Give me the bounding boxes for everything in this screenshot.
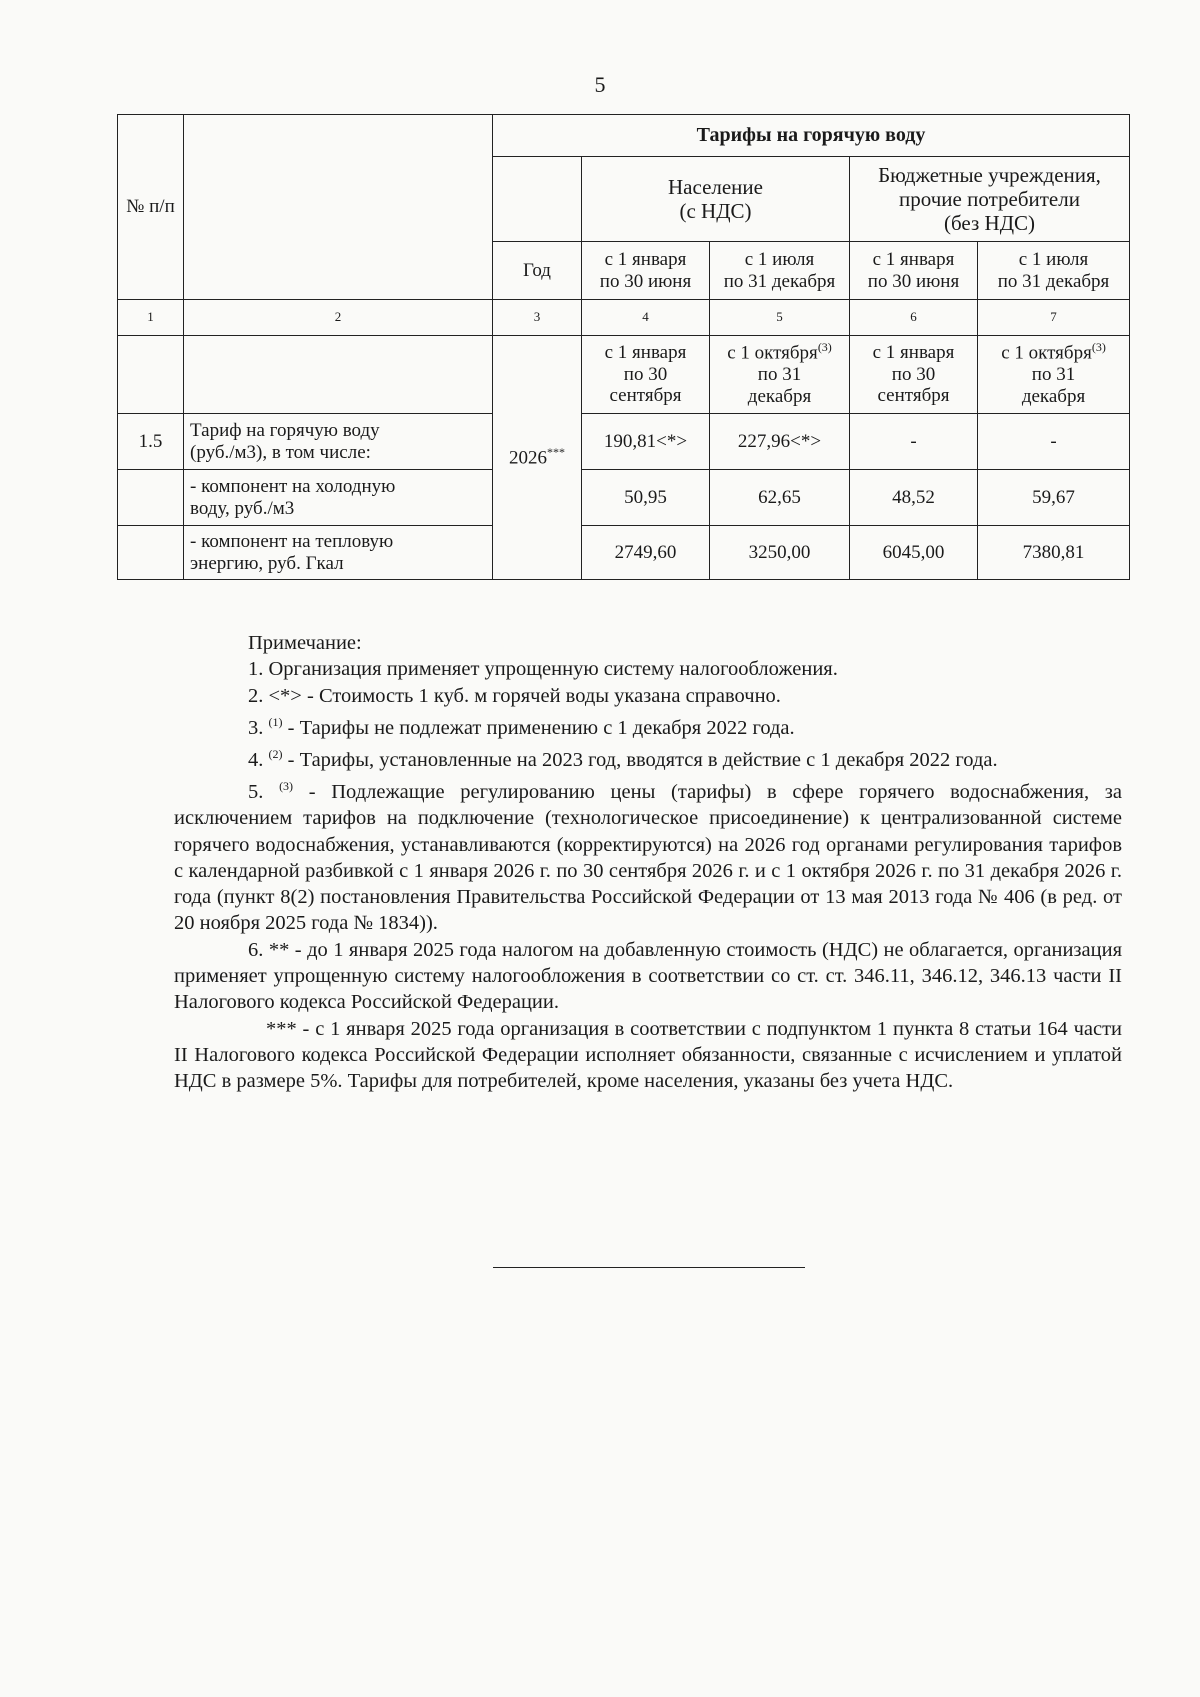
subhead-bud-oct-dec: с 1 октября$^{(3)}$ по 31 декабря — [978, 336, 1130, 414]
year-2026-cell: 2026*** — [493, 336, 582, 580]
subhead-pop-oct-dec: с 1 октября$^{(3)}$ по 31 декабря — [710, 336, 850, 414]
table-row — [118, 470, 1130, 526]
row-value-pop-1: 50,95 — [582, 470, 710, 526]
tariff-table — [117, 114, 1130, 580]
note-5: 5. $^{(3)}$ - Подлежащие регулированию цены (тарифы) в сфере горячего водоснабжения, за исключением тарифов на подключение (технологическое присоединение) к централизованной системе горячего водоснабжения, устанавливаются (корректируются) на 2026 год органами регулирования тарифов с календарной разбивкой с 1 января 2026 г. по 30 сентября 2026 г. и с 1 октября 2026 г. по 31 декабря 2026 г. года (пункт 8(2) постановления Правительства Российской Федерации от 13 мая 2013 года № 406 (в ред. от 20 ноября 2025 года № 1834)). — [174, 779, 1122, 935]
row-value-bud-2: - — [978, 414, 1130, 470]
row-name: - компонент на холодную воду, руб./м3 — [184, 470, 493, 526]
col-number-7: 7 — [978, 300, 1130, 336]
note-4: 4. $^{(2)}$ - Тарифы, установленные на 2023 год, вводятся в действие с 1 декабря 2022 года. — [248, 747, 998, 771]
note-6: 6. ** - до 1 января 2025 года налогом на добавленную стоимость (НДС) не облагается, организация применяет упрощенную систему налогообложения в соответствии со ст. ст. 346.11, 346.12, 346.13 части II Налогового кодекса Российской Федерации. — [174, 938, 1122, 1014]
header-year: Год — [493, 242, 582, 300]
note-7: *** - с 1 января 2025 года организация в соответствии с подпунктом 1 пункта 8 статьи 164 части II Налогового кодекса Российской Федерации исполняет обязанности, связанные с исчислением и уплатой НДС в размере 5%. Тарифы для потребителей, кроме населения, указаны без учета НДС. — [174, 1017, 1122, 1093]
row-value-bud-2: 7380,81 — [978, 526, 1130, 580]
row-value-pop-1: 190,81<*> — [582, 414, 710, 470]
header-bud-h1: с 1 января по 30 июня — [850, 242, 978, 300]
row-value-pop-2: 227,96<*> — [710, 414, 850, 470]
header-group-title: Тарифы на горячую воду — [493, 115, 1130, 157]
end-divider — [493, 1267, 805, 1268]
table-row — [118, 414, 1130, 470]
row-value-bud-1: - — [850, 414, 978, 470]
row-name: - компонент на тепловую энергию, руб. Гкал — [184, 526, 493, 580]
subhead-bud-jan-sep: с 1 января по 30 сентября — [850, 336, 978, 414]
subhead-empty-1 — [118, 336, 184, 414]
table-row — [118, 526, 1130, 580]
row-value-bud-2: 59,67 — [978, 470, 1130, 526]
subhead-pop-jan-sep: с 1 января по 30 сентября — [582, 336, 710, 414]
note-1: 1. Организация применяет упрощенную систему налогообложения. — [248, 658, 838, 681]
col-number-3: 3 — [493, 300, 582, 336]
col-number-6: 6 — [850, 300, 978, 336]
row-number: 1.5 — [118, 414, 184, 470]
header-bud-h2: с 1 июля по 31 декабря — [978, 242, 1130, 300]
col-number-1: 1 — [118, 300, 184, 336]
note-3: 3. $^{(1)}$ - Тарифы не подлежат применению с 1 декабря 2022 года. — [248, 714, 795, 739]
note-2: 2. <*> - Стоимость 1 куб. м горячей воды указана справочно. — [248, 684, 781, 707]
col-number-5: 5 — [710, 300, 850, 336]
header-pop-h1: с 1 января по 30 июня — [582, 242, 710, 300]
row-number — [118, 470, 184, 526]
row-value-bud-1: 48,52 — [850, 470, 978, 526]
page-number: 5 — [594, 72, 606, 97]
row-value-pop-1: 2749,60 — [582, 526, 710, 580]
header-population: Население (с НДС) — [582, 157, 850, 242]
row-value-pop-2: 62,65 — [710, 470, 850, 526]
header-pop-h2: с 1 июля по 31 декабря — [710, 242, 850, 300]
notes-title: Примечание: — [248, 632, 362, 654]
notes-section — [174, 630, 1122, 1095]
header-name-empty — [184, 115, 493, 300]
subhead-empty-2 — [184, 336, 493, 414]
row-number — [118, 526, 184, 580]
col-number-2: 2 — [184, 300, 493, 336]
row-value-pop-2: 3250,00 — [710, 526, 850, 580]
row-value-bud-1: 6045,00 — [850, 526, 978, 580]
col-number-4: 4 — [582, 300, 710, 336]
header-row-number: № п/п — [118, 115, 184, 300]
header-empty-year — [493, 157, 582, 242]
header-budget: Бюджетные учреждения, прочие потребители (без НДС) — [850, 157, 1130, 242]
row-name: Тариф на горячую воду (руб./м3), в том числе: — [184, 414, 493, 470]
